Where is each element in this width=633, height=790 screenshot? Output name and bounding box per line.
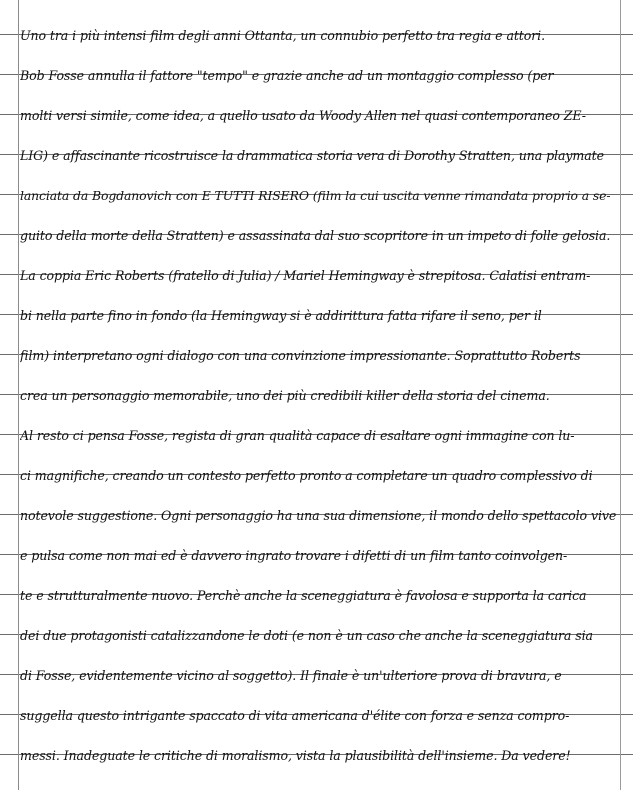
text-line: crea un personaggio memorabile, uno dei più credibili killer della storia del cinema. [20,388,550,403]
text-line: messi. Inadeguate le critiche di moralismo, vista la plausibilità dell'insieme. Da vedere! [20,748,571,763]
text-line: Al resto ci pensa Fosse, regista di gran qualità capace di esaltare ogni immagine con lu- [20,428,575,443]
text-line: lanciata da Bogdanovich con E TUTTI RISERO (film la cui uscita venne rimandata proprio a se- [20,188,611,203]
text-line: guito della morte della Stratten) e assassinata dal suo scopritore in un impeto di folle gelosia. [20,228,611,243]
text-line: dei due protagonisti catalizzandone le doti (e non è un caso che anche la sceneggiatura sia [20,628,593,643]
text-line: te e strutturalmente nuovo. Perchè anche la sceneggiatura è favolosa e supporta la carica [20,588,587,603]
text-line: molti versi simile, come idea, a quello usato da Woody Allen nel quasi contemporaneo ZE- [20,108,586,123]
text-line: bi nella parte fino in fondo (la Hemingway si è addirittura fatta rifare il seno, per il [20,308,542,323]
text-line: film) interpretano ogni dialogo con una convinzione impressionante. Soprattutto Roberts [20,348,581,363]
text-line: suggella questo intrigante spaccato di vita americana d'élite con forza e senza compro- [20,708,570,723]
text-line: Uno tra i più intensi film degli anni Ottanta, un connubio perfetto tra regia e attori. [20,28,546,43]
text-line: di Fosse, evidentemente vicino al soggetto). Il finale è un'ulteriore prova di bravura, e [20,668,562,683]
text-line: ci magnifiche, creando un contesto perfetto pronto a completare un quadro complessivo di [20,468,593,483]
text-line: e pulsa come non mai ed è davvero ingrato trovare i difetti di un film tanto coinvolgen- [20,548,568,563]
text-line: LIG) e affascinante ricostruisce la drammatica storia vera di Dorothy Stratten, una playmate [20,148,604,163]
text-line: Bob Fosse annulla il fattore "tempo" e grazie anche ad un montaggio complesso (per [20,68,554,83]
text-line: La coppia Eric Roberts (fratello di Julia) / Mariel Hemingway è strepitosa. Calatisi entram- [20,268,591,283]
text-line: notevole suggestione. Ogni personaggio ha una sua dimensione, il mondo dello spettacolo vive [20,508,617,523]
